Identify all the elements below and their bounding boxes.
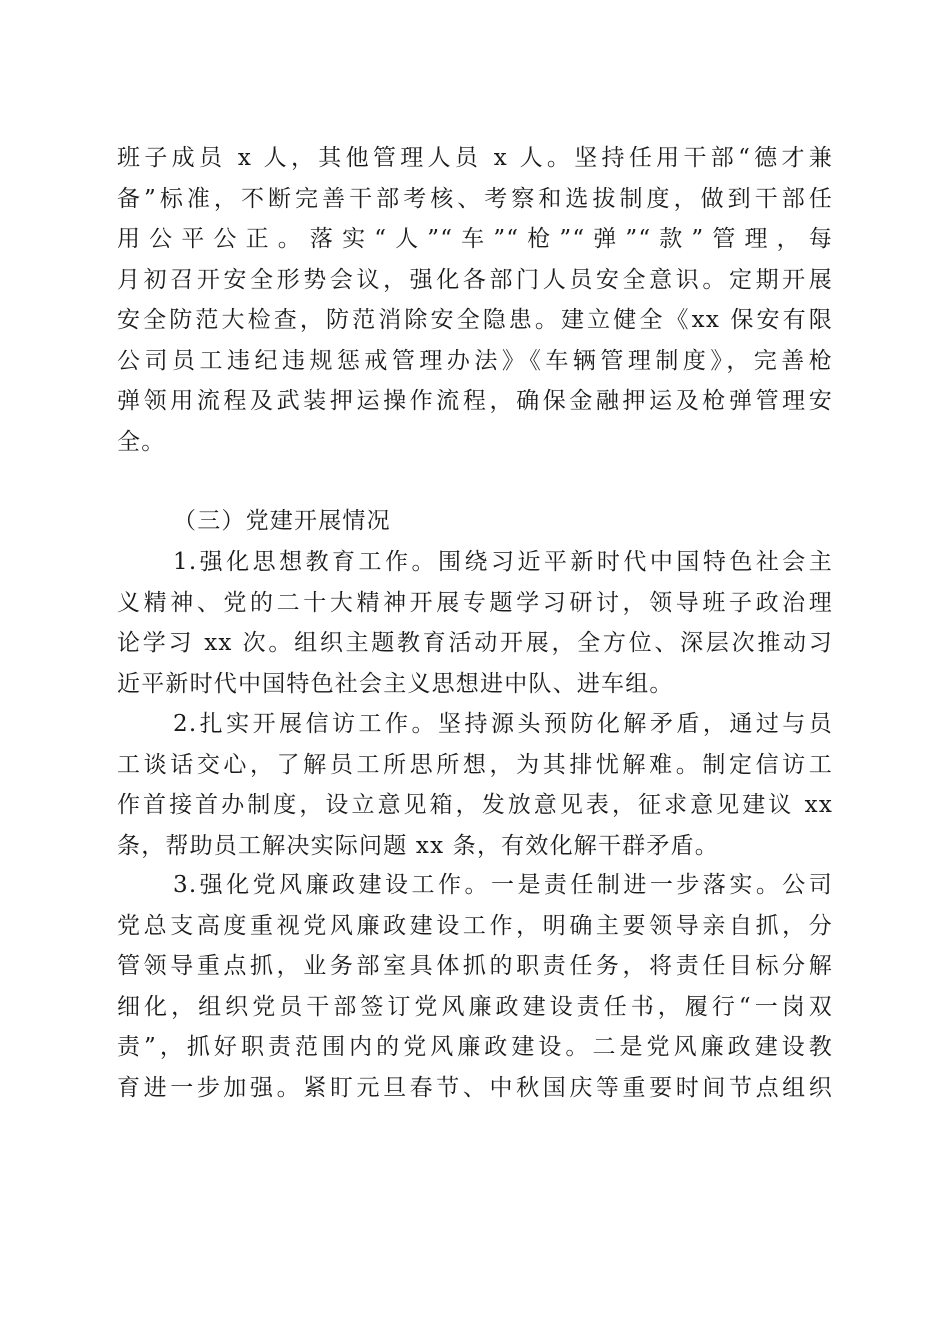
text-line: 1.强化思想教育工作。围绕习近平新时代中国特色社会主 — [173, 549, 833, 575]
text-line: 管领导重点抓，业务部室具体抓的职责任务，将责任目标分解 — [117, 953, 833, 979]
text-line: 班子成员 x 人，其他管理人员 x 人。坚持任用干部“德才兼 — [117, 145, 833, 171]
text-line: 3.强化党风廉政建设工作。一是责任制进一步落实。公司 — [173, 872, 833, 898]
text-line: 弹领用流程及武装押运操作流程，确保金融押运及枪弹管理安 — [117, 388, 833, 414]
text-line: 作首接首办制度，设立意见箱，发放意见表，征求意见建议 xx — [117, 792, 833, 818]
paragraph-integrity-building — [117, 865, 833, 1108]
text-line: 2.扎实开展信访工作。坚持源头预防化解矛盾，通过与员 — [173, 711, 833, 737]
text-line: 育进一步加强。紧盯元旦春节、中秋国庆等重要时间节点组织 — [117, 1074, 833, 1101]
text-line: 细化，组织党员干部签订党风廉政建设责任书，履行“一岗双 — [117, 993, 833, 1020]
text-line: 备”标准，不断完善干部考核、考察和选拔制度，做到干部任 — [117, 185, 833, 212]
text-line: 义精神、党的二十大精神开展专题学习研讨，领导班子政治理 — [117, 589, 833, 616]
text-line: 月初召开安全形势会议，强化各部门人员安全意识。定期开展 — [117, 266, 833, 293]
paragraph-personnel-safety — [117, 138, 833, 462]
section-heading-text: （三）党建开展情况 — [173, 508, 391, 534]
text-line: 用公平公正。落实“人”“车”“枪”“弹”“款”管理，每 — [117, 226, 833, 252]
text-line: 工谈话交心，了解员工所思所想，为其排忧解难。制定信访工 — [117, 751, 833, 778]
paragraph-ideological-education — [117, 542, 833, 704]
text-line: 党总支高度重视党风廉政建设工作，明确主要领导亲自抓，分 — [117, 912, 833, 939]
text-line: 公司员工违纪违规惩戒管理办法》《车辆管理制度》，完善枪 — [117, 347, 833, 374]
text-line: 责”，抓好职责范围内的党风廉政建设。二是党风廉政建设教 — [117, 1034, 833, 1060]
text-line: 全。 — [117, 428, 166, 455]
text-line: 近平新时代中国特色社会主义思想进中队、进车组。 — [117, 670, 674, 697]
text-line: 论学习 xx 次。组织主题教育活动开展，全方位、深层次推动习 — [117, 630, 833, 656]
text-line: 条，帮助员工解决实际问题 xx 条，有效化解干群矛盾。 — [117, 832, 719, 859]
paragraph-petition-work — [117, 704, 833, 866]
text-line: 安全防范大检查，防范消除安全隐患。建立健全《xx 保安有限 — [117, 307, 833, 333]
section-heading — [117, 501, 833, 542]
